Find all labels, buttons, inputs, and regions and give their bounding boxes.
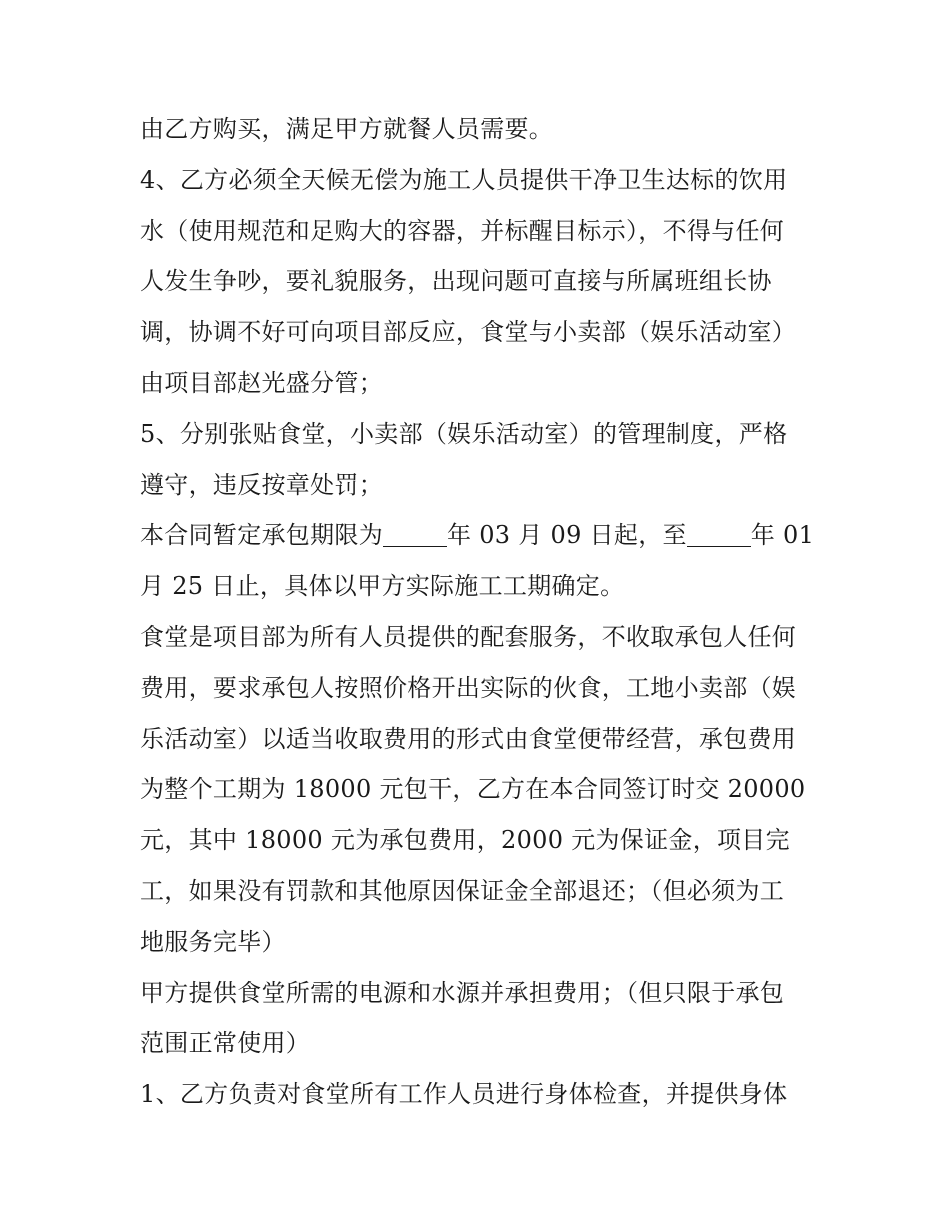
text-line: 人发生争吵，要礼貌服务，出现问题可直接与所属班组长协 xyxy=(140,267,772,296)
text-line: 由项目部赵光盛分管； xyxy=(140,368,383,397)
text-line: 水（使用规范和足购大的容器，并标醒目标示），不得与任何 xyxy=(140,216,785,245)
text-line: 费用，要求承包人按照价格开出实际的伙食，工地小卖部（娱 xyxy=(140,673,797,702)
text-line: 食堂是项目部为所有人员提供的配套服务，不收取承包人任何 xyxy=(140,622,797,651)
text-line: 5、分别张贴食堂，小卖部（娱乐活动室）的管理制度，严格 xyxy=(140,419,788,448)
text-line: 甲方提供食堂所需的电源和水源并承担费用；（但只限于承包 xyxy=(140,978,785,1007)
text-line: 乐活动室）以适当收取费用的形式由食堂便带经营，承包费用 xyxy=(140,724,797,753)
contract-period-suffix: 年 01 xyxy=(750,521,815,550)
document-body xyxy=(140,104,820,1120)
text-line: 1、乙方负责对食堂所有工作人员进行身体检查，并提供身体 xyxy=(140,1080,788,1109)
text-line: 范围正常使用） xyxy=(140,1029,311,1058)
text-line: 由乙方购买，满足甲方就餐人员需要。 xyxy=(140,115,554,143)
contract-period-line xyxy=(140,510,820,561)
text-line: 地服务完毕） xyxy=(140,927,286,956)
text-line: 工，如果没有罚款和其他原因保证金全部退还；（但必须为工 xyxy=(140,876,785,905)
text-line: 月 25 日止，具体以甲方实际施工工期确定。 xyxy=(140,572,625,601)
text-line: 调，协调不好可向项目部反应，食堂与小卖部（娱乐活动室） xyxy=(140,318,797,347)
text-line: 元，其中 18000 元为承包费用，2000 元为保证金，项目完 xyxy=(140,826,790,855)
year-blank-end xyxy=(687,516,751,547)
text-line: 遵守，违反按章处罚； xyxy=(140,470,383,499)
year-blank-start xyxy=(383,516,447,547)
text-line: 4、乙方必须全天候无偿为施工人员提供干净卫生达标的饮用 xyxy=(140,165,788,194)
contract-period-middle: 年 03 月 09 日起，至 xyxy=(447,521,687,550)
contract-period-prefix: 本合同暂定承包期限为 xyxy=(140,521,383,550)
text-line: 为整个工期为 18000 元包干，乙方在本合同签订时交 20000 xyxy=(140,775,806,804)
